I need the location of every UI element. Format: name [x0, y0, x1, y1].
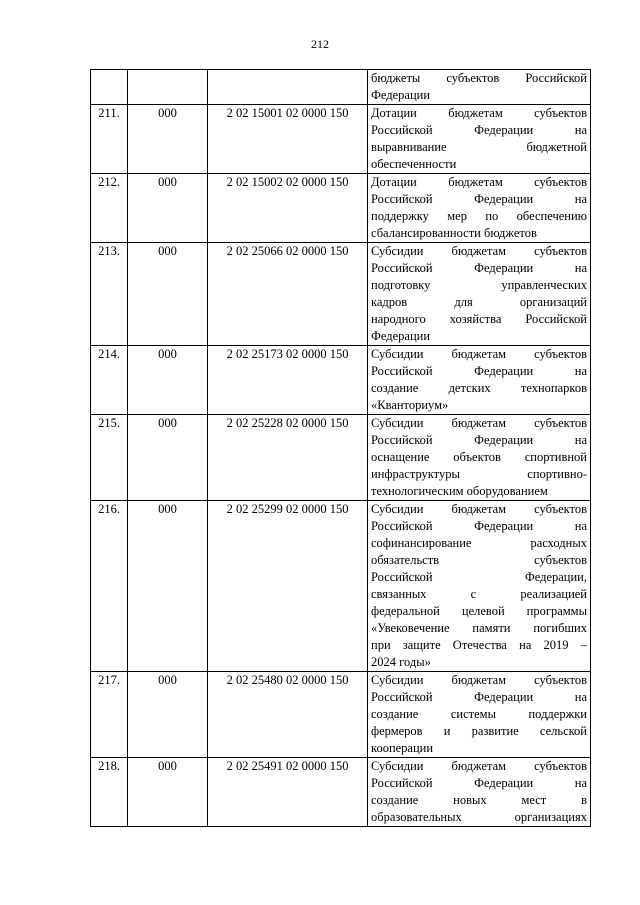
table-row [91, 243, 591, 346]
description-line: Дотации бюджетам субъектов [371, 106, 587, 120]
description-line: «Увековечение памяти погибших [371, 621, 587, 635]
description-line: фермеров и развитие сельской [371, 724, 587, 738]
description-cell [368, 70, 591, 105]
table-row [91, 70, 591, 105]
description-line: кооперации [371, 741, 434, 755]
description-line: обеспеченности [371, 157, 457, 171]
description-line: образовательных организациях [371, 810, 587, 824]
description-cell [368, 105, 591, 174]
table-row [91, 105, 591, 174]
description-line: Российской Федерации на [371, 192, 587, 206]
description-line: «Кванториум» [371, 398, 449, 412]
row-number-cell: 214. [91, 346, 128, 415]
budget-code-cell: 2 02 25173 02 0000 150 [208, 346, 368, 415]
description-line: Субсидии бюджетам субъектов [371, 244, 587, 258]
description-line: выравнивание бюджетной [371, 140, 587, 154]
budget-code-cell: 2 02 15002 02 0000 150 [208, 174, 368, 243]
table-row [91, 346, 591, 415]
description-cell [368, 758, 591, 827]
description-line: бюджеты субъектов Российской [371, 71, 587, 85]
description-line: связанных с реализацией [371, 587, 587, 601]
description-line: Субсидии бюджетам субъектов [371, 673, 587, 687]
description-line: сбалансированности бюджетов [371, 226, 537, 240]
description-line: Федерации [371, 329, 431, 343]
budget-table [90, 69, 591, 827]
admin-code-cell [128, 70, 208, 105]
description-line: софинансирование расходных [371, 536, 587, 550]
description-line: создание системы поддержки [371, 707, 587, 721]
admin-code-cell: 000 [128, 415, 208, 501]
row-number-cell: 218. [91, 758, 128, 827]
description-line: Субсидии бюджетам субъектов [371, 416, 587, 430]
admin-code-cell: 000 [128, 672, 208, 758]
admin-code-cell: 000 [128, 501, 208, 672]
description-line: Субсидии бюджетам субъектов [371, 347, 587, 361]
description-line: технологическим оборудованием [371, 484, 548, 498]
description-cell [368, 501, 591, 672]
budget-code-cell: 2 02 25066 02 0000 150 [208, 243, 368, 346]
description-line: Российской Федерации, [371, 570, 587, 584]
description-cell [368, 174, 591, 243]
description-cell [368, 346, 591, 415]
budget-code-cell [208, 70, 368, 105]
description-line: Российской Федерации на [371, 123, 587, 137]
description-line: Российской Федерации на [371, 261, 587, 275]
table-body [91, 70, 591, 827]
table-row [91, 672, 591, 758]
row-number-cell [91, 70, 128, 105]
row-number-cell: 213. [91, 243, 128, 346]
description-line: создание детских технопарков [371, 381, 587, 395]
admin-code-cell: 000 [128, 346, 208, 415]
table-row [91, 501, 591, 672]
description-line: при защите Отечества на 2019 – [371, 638, 587, 652]
admin-code-cell: 000 [128, 243, 208, 346]
budget-code-cell: 2 02 25480 02 0000 150 [208, 672, 368, 758]
row-number-cell: 215. [91, 415, 128, 501]
description-line: 2024 годы» [371, 655, 431, 669]
description-line: Субсидии бюджетам субъектов [371, 502, 587, 516]
budget-code-cell: 2 02 25491 02 0000 150 [208, 758, 368, 827]
description-line: инфраструктуры спортивно- [371, 467, 587, 481]
budget-code-cell: 2 02 15001 02 0000 150 [208, 105, 368, 174]
table-row [91, 758, 591, 827]
row-number-cell: 216. [91, 501, 128, 672]
description-line: обязательств субъектов [371, 553, 587, 567]
budget-code-cell: 2 02 25228 02 0000 150 [208, 415, 368, 501]
description-line: оснащение объектов спортивной [371, 450, 587, 464]
admin-code-cell: 000 [128, 174, 208, 243]
description-cell [368, 672, 591, 758]
description-line: подготовку управленческих [371, 278, 587, 292]
description-line: Российской Федерации на [371, 776, 587, 790]
description-cell [368, 415, 591, 501]
description-line: Российской Федерации на [371, 519, 587, 533]
description-line: Субсидии бюджетам субъектов [371, 759, 587, 773]
admin-code-cell: 000 [128, 105, 208, 174]
description-line: федеральной целевой программы [371, 604, 587, 618]
row-number-cell: 217. [91, 672, 128, 758]
description-cell [368, 243, 591, 346]
description-line: создание новых мест в [371, 793, 587, 807]
table-row [91, 174, 591, 243]
description-line: Российской Федерации на [371, 690, 587, 704]
admin-code-cell: 000 [128, 758, 208, 827]
description-line: Дотации бюджетам субъектов [371, 175, 587, 189]
description-line: поддержку мер по обеспечению [371, 209, 587, 223]
row-number-cell: 211. [91, 105, 128, 174]
budget-code-cell: 2 02 25299 02 0000 150 [208, 501, 368, 672]
page-number: 212 [311, 37, 329, 51]
description-line: народного хозяйства Российской [371, 312, 587, 326]
description-line: Федерации [371, 88, 431, 102]
row-number-cell: 212. [91, 174, 128, 243]
table-row [91, 415, 591, 501]
description-line: Российской Федерации на [371, 364, 587, 378]
description-line: кадров для организаций [371, 295, 587, 309]
description-line: Российской Федерации на [371, 433, 587, 447]
